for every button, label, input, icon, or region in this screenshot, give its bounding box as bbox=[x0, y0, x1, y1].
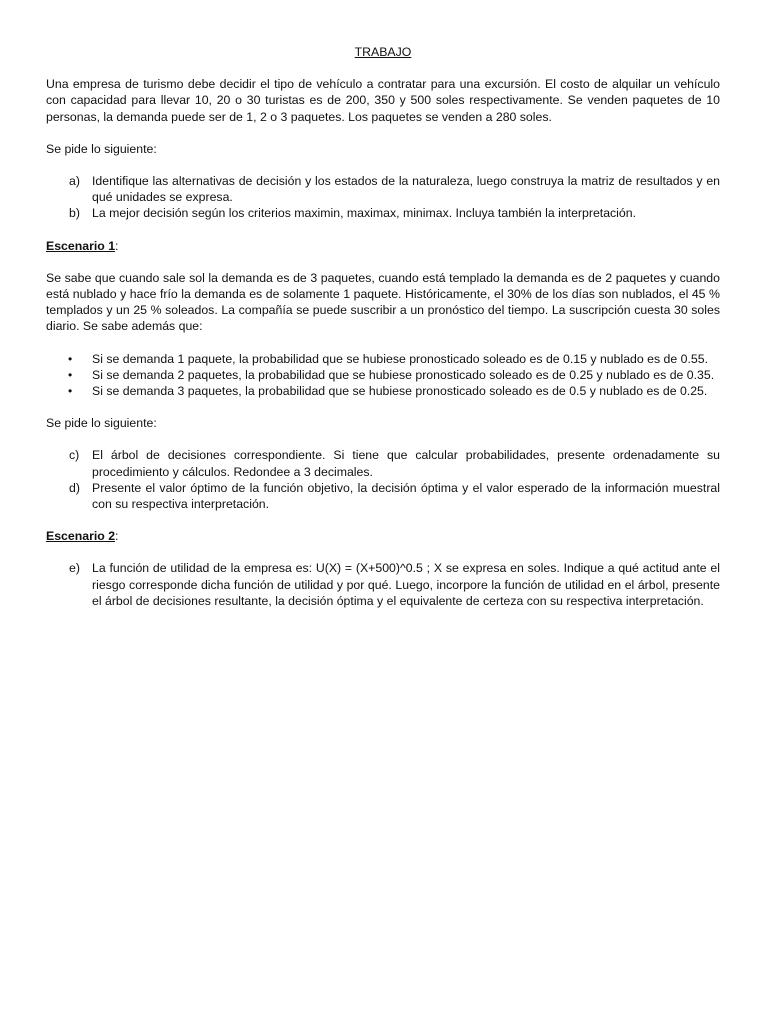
item-text: La mejor decisión según los criterios maximin, maximax, minimax. Incluya también la interpretación. bbox=[92, 206, 637, 221]
item-marker: c) bbox=[69, 448, 80, 463]
intro-paragraph: Una empresa de turismo debe decidir el tipo de vehículo a contratar para una excursión. El costo de alquilar un vehículo con capacidad para llevar 10, 20 o 30 turistas es de 200, 350 y 500 soles respectivamente. Se venden paquetes de 10 personas, la demanda puede ser de 1, 2 o 3 paquetes. Los paquetes se venden a 280 soles. bbox=[46, 77, 720, 124]
item-marker: e) bbox=[69, 561, 80, 576]
list-item bbox=[46, 383, 720, 399]
item-text: Identifique las alternativas de decisión y los estados de la naturaleza, luego construya la matriz de resultados y en qué unidades se expresa. bbox=[92, 174, 720, 205]
bullet-text: Si se demanda 1 paquete, la probabilidad que se hubiese pronosticado soleado es de 0.15 y nublado es de 0.55. bbox=[92, 351, 708, 366]
bullet-icon: • bbox=[68, 351, 73, 366]
item-marker: a) bbox=[69, 174, 80, 189]
item-marker: d) bbox=[69, 480, 80, 495]
item-text: La función de utilidad de la empresa es: U(X) = (X+500)^0.5 ; X se expresa en soles. Indique a qué actitud ante el riesgo corresponde dicha función de utilidad y por qué. Luego, incorpore la función de utilidad en el árbol, presente el árbol de decisiones resultante, la decisión óptima y el equivalente de certeza con su respectiva interpretación. bbox=[92, 561, 720, 608]
bullet-list bbox=[46, 351, 720, 400]
list-item bbox=[46, 560, 720, 609]
list-item bbox=[46, 351, 720, 367]
list-item bbox=[46, 173, 720, 205]
document-title: TRABAJO bbox=[354, 45, 412, 59]
list-item bbox=[46, 367, 720, 383]
item-text: Presente el valor óptimo de la función objetivo, la decisión óptima y el valor esperado de la información muestral con su respectiva interpretación. bbox=[92, 480, 720, 512]
scenario-2-heading bbox=[46, 528, 720, 544]
scenario-1-heading bbox=[46, 238, 720, 254]
ask-heading-2: Se pide lo siguiente: bbox=[46, 416, 157, 431]
bullet-icon: • bbox=[68, 384, 73, 399]
list-item bbox=[46, 447, 720, 479]
bullet-icon: • bbox=[68, 367, 73, 382]
question-list-2 bbox=[46, 447, 720, 512]
question-list-3 bbox=[46, 560, 720, 609]
scenario-1-description: Se sabe que cuando sale sol la demanda es de 3 paquetes, cuando está templado la demanda es de 2 paquetes y cuando está nublado y hace frío la demanda es de solamente 1 paquete. Históricamente, el 30% de los días son nublados, el 45 % templados y un 25 % soleados. La compañía se puede suscribir a un pronóstico del tiempo. La suscripción cuesta 30 soles diario. Se sabe además que: bbox=[46, 270, 720, 334]
scenario-2-colon: : bbox=[115, 529, 119, 544]
list-item bbox=[46, 205, 720, 221]
scenario-1-label: Escenario 1 bbox=[46, 238, 116, 253]
question-list-1 bbox=[46, 173, 720, 222]
ask-heading-1: Se pide lo siguiente: bbox=[46, 141, 157, 156]
item-marker: b) bbox=[69, 206, 80, 221]
item-text: El árbol de decisiones correspondiente. Si tiene que calcular probabilidades, presente ordenadamente su procedimiento y cálculos. Redondee a 3 decimales. bbox=[92, 448, 720, 479]
document-page bbox=[46, 44, 720, 625]
bullet-text: Si se demanda 2 paquetes, la probabilidad que se hubiese pronosticado soleado es de 0.25 y nublado es de 0.35. bbox=[92, 367, 715, 382]
bullet-text: Si se demanda 3 paquetes, la probabilidad que se hubiese pronosticado soleado es de 0.5 y nublado es de 0.25. bbox=[92, 384, 708, 399]
list-item bbox=[46, 480, 720, 512]
scenario-1-colon: : bbox=[115, 238, 119, 253]
scenario-2-label: Escenario 2 bbox=[46, 529, 116, 544]
